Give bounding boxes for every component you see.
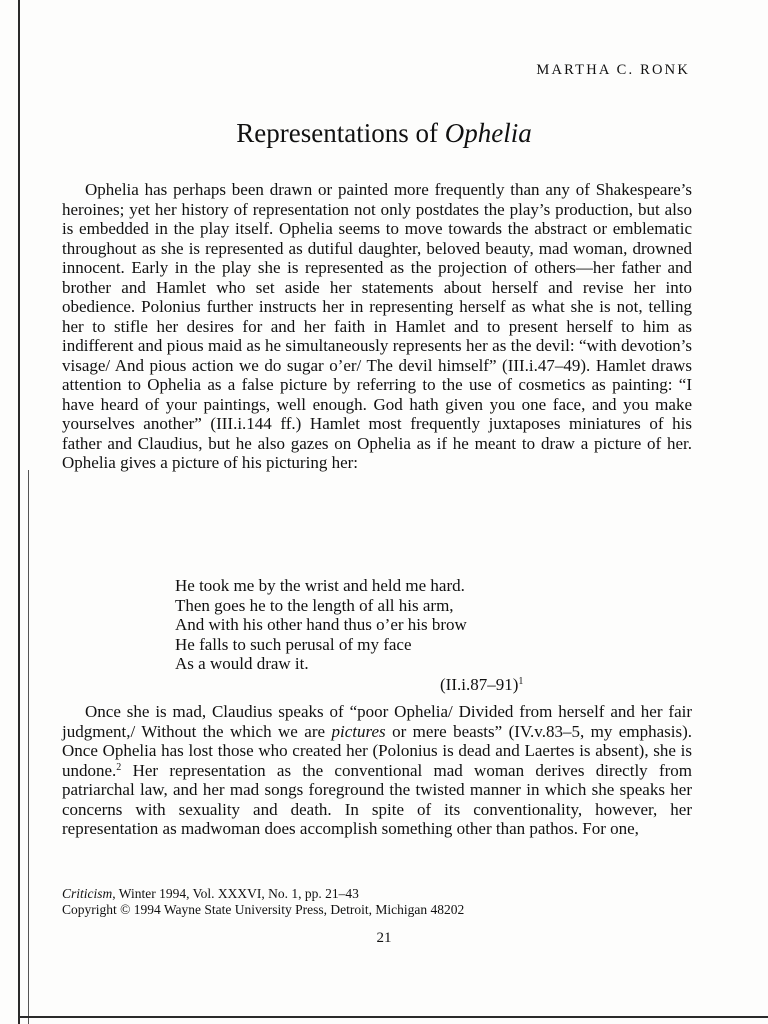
copyright-line: Copyright © 1994 Wayne State University Press, Detroit, Michigan 48202 xyxy=(62,902,465,917)
article-title xyxy=(0,118,768,149)
footnote-ref-1: 1 xyxy=(518,676,524,687)
journal-issue: , Winter 1994, Vol. XXXVI, No. 1, pp. 21–43 xyxy=(112,886,359,901)
verse-quotation xyxy=(175,576,467,674)
paragraph2-part2: or mere beasts” (IV.v.83–5, my emphasis). Once Ophelia has lost those who created her (Polonius is dead and Laertes is absent), she is undone. xyxy=(62,721,692,780)
journal-citation xyxy=(62,886,464,902)
verse-line: And with his other hand thus o’er his brow xyxy=(175,615,467,634)
paragraph2-emphasis: pictures xyxy=(331,721,386,741)
body-paragraph-2 xyxy=(62,702,692,839)
paragraph2-part1: Once she is mad, Claudius speaks of “poor Ophelia/ Divided from herself and her fair judgment,/ Without the which we are xyxy=(62,702,692,741)
scan-left-edge xyxy=(18,0,20,1024)
footnote-ref-2: 2 xyxy=(116,761,122,773)
citation-text: (II.i.87–91) xyxy=(440,675,519,694)
verse-line: Then goes he to the length of all his arm, xyxy=(175,595,454,615)
title-italic: Ophelia xyxy=(444,118,532,148)
paragraph2-part3: Her representation as the conventional mad woman derives directly from patriarchal law, and her mad songs foreground the twisted manner in which she speaks her concerns with sexuality and death. In spite of its conventionality, however, her representation as madwoman does accomplish something other than pathos. For one, xyxy=(62,760,692,838)
body-paragraph-1: Ophelia has perhaps been drawn or painted more frequently than any of Shakespeare’s heroines; yet her history of representation not only postdates the play’s production, but also is embedded in the play itself. Ophelia seems to move towards the abstract or emblematic throughout as she is represented as dutiful daughter, beloved beauty, mad woman, drowned innocent. Early in the play she is represented as the projection of others—her father and brother and Hamlet who set aside her statements about herself and revise her into obedience. Polonius further instructs her in representing herself as what she is not, telling her to stifle her desires for and her faith in Hamlet and to present herself to him as indifferent and pious maid as he simultaneously represents her as the devil: “with devotion’s visage/ And pious action we do sugar o’er/ The devil himself” (III.i.47–49). Hamlet draws attention to Ophelia as a false picture by referring to the use of cosmetics as painting: “I have heard of your paintings, well enough. God hath given you one face, and you make yourselves another” (III.i.144 ff.) Hamlet most frequently juxtaposes miniatures of his father and Claudius, but he also gazes on Ophelia as if he meant to draw a picture of her. Ophelia gives a picture of his picturing her: xyxy=(62,180,692,472)
running-header-author: MARTHA C. RONK xyxy=(536,62,690,78)
page-number: 21 xyxy=(376,930,392,946)
publication-footer xyxy=(62,886,464,918)
scan-bottom-edge xyxy=(18,1016,768,1018)
verse-line: As a would draw it. xyxy=(175,654,309,673)
verse-citation xyxy=(440,675,523,695)
journal-name: Criticism xyxy=(62,886,113,901)
title-main: Representations of xyxy=(236,118,445,148)
verse-line: He falls to such perusal of my face xyxy=(175,634,412,654)
verse-line: He took me by the wrist and held me hard. xyxy=(175,576,465,595)
